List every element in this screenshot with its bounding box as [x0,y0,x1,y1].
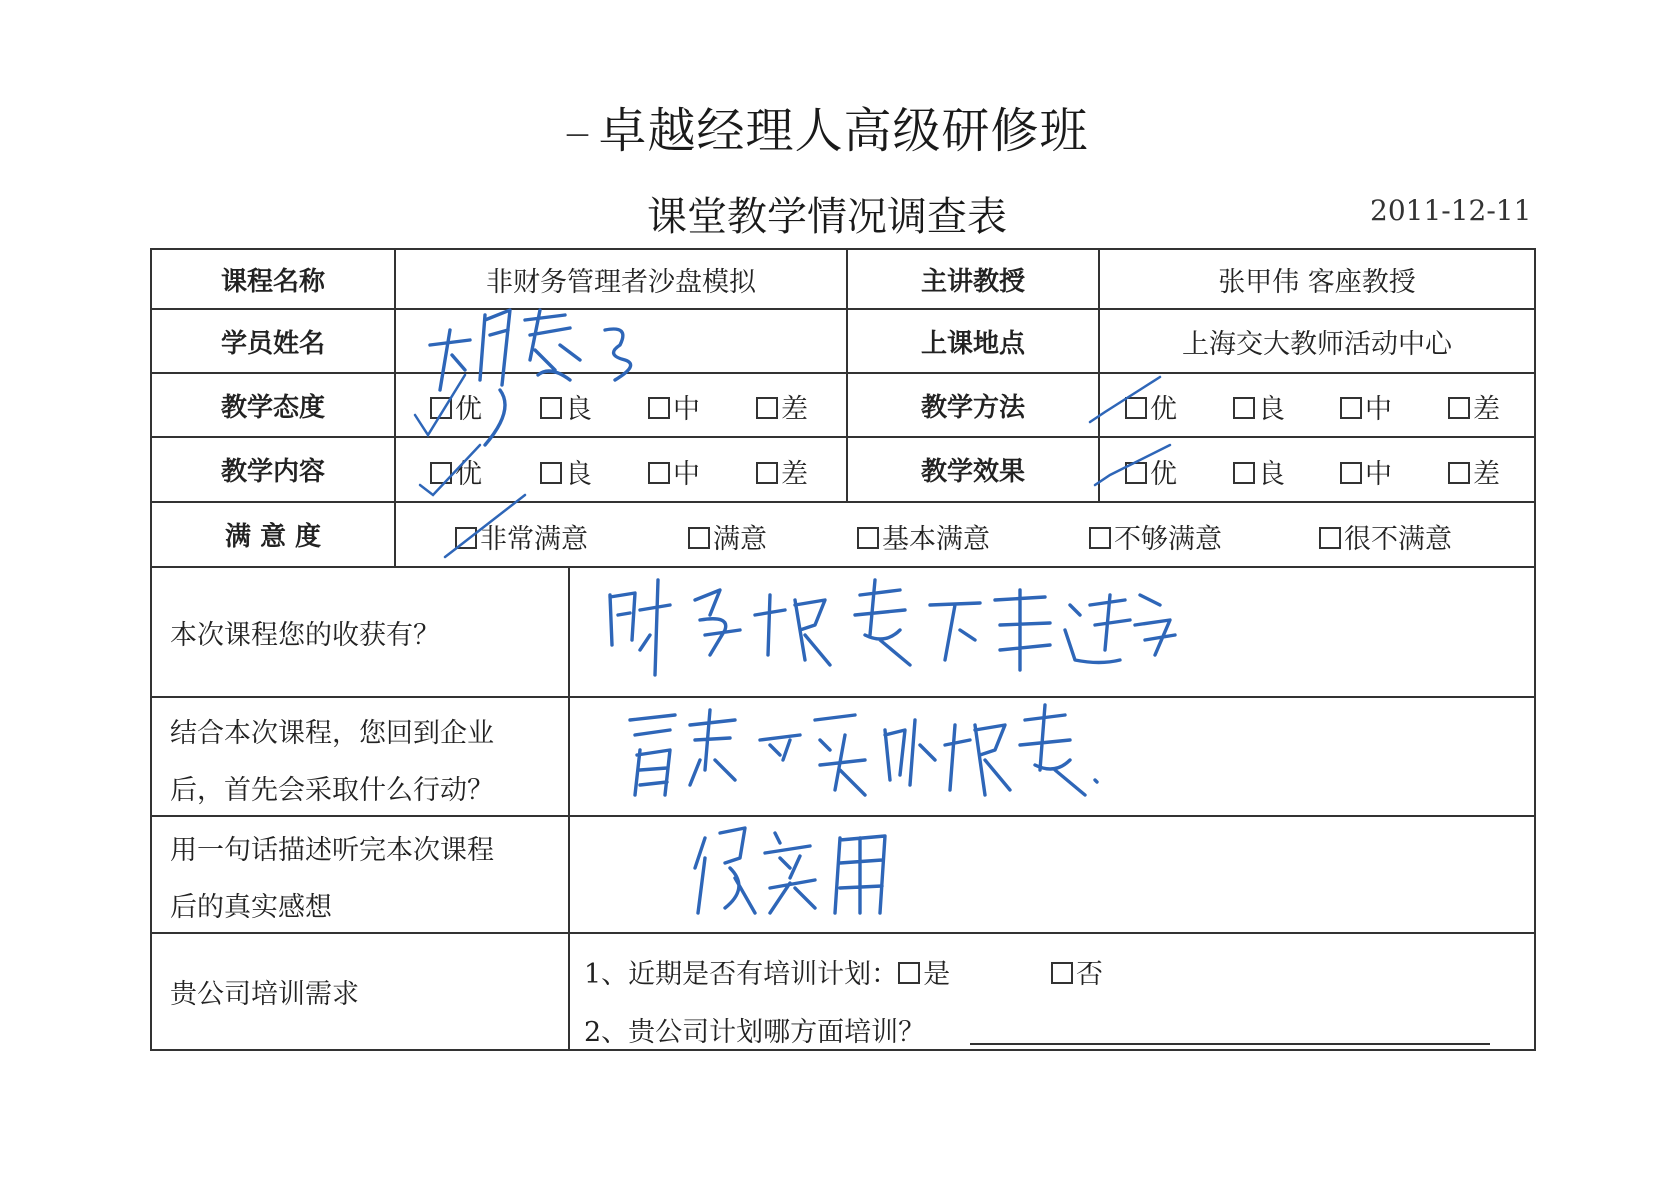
teaching-method-label: 教学方法 [920,392,1025,423]
rating-option-label: 优 [455,394,482,425]
checkbox[interactable] [857,527,879,549]
rating-option-label: 良 [565,394,592,425]
training-area-answer-line[interactable] [970,1043,1490,1045]
checkbox[interactable] [540,462,562,484]
rating-option-label: 优 [1150,459,1177,490]
checkbox[interactable] [648,462,670,484]
satisfaction-option-label: 满意 [713,524,767,555]
question-feeling [152,822,568,932]
training-no-label: 否 [1076,959,1103,990]
satisfaction-option[interactable] [1319,517,1452,556]
course-name-value: 非财务管理者沙盘模拟 [486,266,756,298]
checkbox[interactable] [1233,462,1255,484]
question-action-line: 后，首先会采取什么行动？ [170,775,494,806]
row-divider [150,696,1536,698]
handwritten-answer-action [615,700,1115,810]
rating-option[interactable] [756,452,808,491]
satisfaction-option[interactable] [688,517,767,556]
rating-option-label: 中 [673,459,700,490]
rating-option[interactable] [1340,387,1392,426]
rating-option-label: 中 [1365,394,1392,425]
checkbox[interactable] [1340,397,1362,419]
rating-option[interactable] [1448,387,1500,426]
rating-option-label: 中 [673,394,700,425]
checkbox[interactable] [1319,527,1341,549]
teaching-effect-label: 教学效果 [920,457,1025,487]
rating-option-label: 差 [781,394,808,425]
column-divider [568,566,570,1049]
handwritten-answer-feeling [690,818,920,928]
satisfaction-option-label: 很不满意 [1344,524,1452,555]
checkbox[interactable] [1448,462,1470,484]
question-action-line: 结合本次课程，您回到企业 [170,718,494,749]
checkbox-no[interactable] [1051,962,1073,984]
rating-option-label: 优 [455,459,482,490]
training-area-question: 2、贵公司计划哪方面培训？ [584,1017,926,1048]
satisfaction-option-label: 基本满意 [882,524,990,555]
satisfaction-label: 满 意 度 [224,522,322,552]
satisfaction-option[interactable] [857,517,990,556]
satisfaction-option-label: 不够满意 [1114,524,1222,555]
training-plan-question [584,952,950,991]
checkbox[interactable] [756,462,778,484]
form-date: 2011-12-11 [1370,194,1532,227]
form-title-text: 卓越经理人高级研修班 [598,103,1089,159]
checkbox-yes[interactable] [898,962,920,984]
rating-option[interactable] [756,387,808,426]
question-action [152,705,568,815]
lecturer-label: 主讲教授 [920,266,1025,297]
teaching-content-label: 教学内容 [220,457,325,487]
rating-option-label: 差 [1473,394,1500,425]
question-feeling-line: 用一句话描述听完本次课程 [170,835,494,866]
question-training-needs: 贵公司培训需求 [170,979,359,1010]
rating-option-label: 中 [1365,459,1392,490]
tick-mark [410,370,530,450]
handwritten-answer-gains [600,575,1180,685]
rating-option-label: 差 [1473,459,1500,490]
question-feeling-line: 后的真实感想 [170,892,332,923]
checkbox[interactable] [1089,527,1111,549]
rating-option[interactable] [540,452,592,491]
location-value: 上海交大教师活动中心 [1182,328,1452,360]
form-subtitle: 课堂教学情况调查表 [647,194,1007,240]
question-gains: 本次课程您的收获有？ [170,619,440,651]
rating-option[interactable] [1340,452,1392,491]
title-mark: — [565,120,591,148]
training-plan-text: 1、近期是否有培训计划： [584,959,899,990]
checkbox[interactable] [1340,462,1362,484]
teaching-attitude-label: 教学态度 [220,392,325,423]
rating-option-label: 良 [1258,459,1285,490]
checkbox[interactable] [756,397,778,419]
rating-option-label: 优 [1150,394,1177,425]
rating-option[interactable] [1233,387,1285,426]
rating-option[interactable] [1233,452,1285,491]
table-border-bottom [150,1049,1536,1051]
checkbox[interactable] [1233,397,1255,419]
checkbox[interactable] [1448,397,1470,419]
satisfaction-option-label: 非常满意 [480,524,588,555]
tick-mark [440,495,560,565]
lecturer-value: 张甲伟 客座教授 [1218,266,1416,298]
rating-option[interactable] [648,452,700,491]
training-yes-label: 是 [923,959,951,990]
satisfaction-option[interactable] [1089,517,1222,556]
location-label: 上课地点 [920,328,1025,359]
rating-option-label: 良 [565,459,592,490]
form-title [0,92,1654,161]
rating-option-label: 良 [1258,394,1285,425]
rating-option-label: 差 [781,459,808,490]
checkbox[interactable] [688,527,710,549]
course-name-label: 课程名称 [220,266,325,297]
tick-mark [1085,372,1205,442]
table-border-right [1534,248,1536,1049]
rating-option[interactable] [1448,452,1500,491]
student-name-label: 学员姓名 [220,328,325,359]
training-plan-no-option[interactable] [1051,952,1103,991]
tick-mark [1090,440,1210,510]
